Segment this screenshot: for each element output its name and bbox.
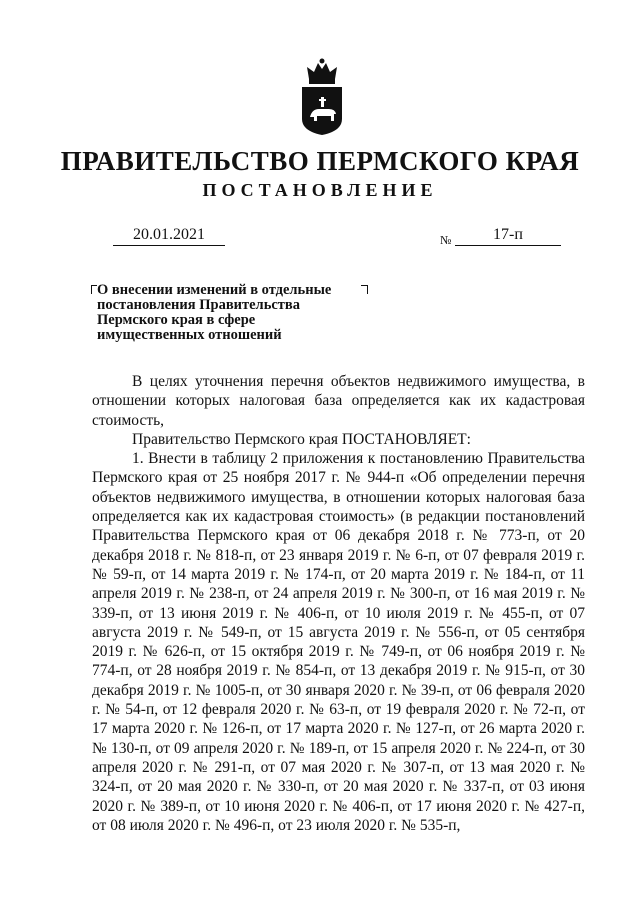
body-paragraph: Правительство Пермского края ПОСТАНОВЛЯЕТ: [132,430,471,448]
subject-bracket-right [361,285,368,294]
document-number: 17-п [455,226,561,246]
subject-line: имущественных отношений [97,327,282,343]
document-date: 20.01.2021 [113,226,225,246]
document-subject [97,283,357,343]
organization-title: ПРАВИТЕЛЬСТВО ПЕРМСКОГО КРАЯ [60,146,580,176]
subject-line: Пермского края в сфере [97,312,256,328]
body-paragraph: 1. Внести в таблицу 2 приложения к постановлению Правительства Пермского края от 25 ноября 2017 г. № 944-п «Об определении перечня объектов недвижимого имущества, в отношении которых налоговая база определяется как их кадастровая стоимость» (в редакции постановлений Правительства Пермского края от 06 декабря 2018 г. № 773-п, от 20 декабря 2018 г. № 818-п, от 23 января 2019 г. № 6-п, от 07 февраля 2019 г. № 59-п, от 14 марта 2019 г. № 174-п, от 20 марта 2019 г. № 184-п, от 11 апреля 2019 г. № 238-п, от 24 апреля 2019 г. № 300-п, от 16 мая 2019 г. № 339-п, от 13 июня 2019 г. № 406-п, от 10 июля 2019 г. № 455-п, от 07 августа 2019 г. № 549-п, от 15 августа 2019 г. № 556-п, от 05 сентября 2019 г. № 626-п, от 15 октября 2019 г. № 749-п, от 06 ноября 2019 г. № 774-п, от 28 ноября 2019 г. № 854-п, от 13 декабря 2019 г. № 915-п, от 30 декабря 2019 г. № 1005-п, от 30 января 2020 г. № 39-п, от 06 февраля 2020 г. № 54-п, от 12 февраля 2020 г. № 63-п, от 19 февраля 2020 г. № 72-п, от 17 марта 2020 г. № 126-п, от 17 марта 2020 г. № 127-п, от 26 марта 2020 г. № 130-п, от 09 апреля 2020 г. № 189-п, от 15 апреля 2020 г. № 224-п, от 30 апреля 2020 г. № 291-п, от 07 мая 2020 г. № 307-п, от 13 мая 2020 г. № 324-п, от 20 мая 2020 г. № 330-п, от 20 мая 2020 г. № 337-п, от 03 июня 2020 г. № 389-п, от 10 июня 2020 г. № 406-п, от 17 июня 2020 г. № 427-п, от 08 июля 2020 г. № 496-п, от 23 июля 2020 г. № 535-п, [92,450,585,834]
document-body [92,372,585,835]
document-type: ПОСТАНОВЛЕНИЕ [202,180,438,200]
number-sign: № [440,233,452,247]
subject-line: О внесении изменений в отдельные [97,282,332,298]
body-paragraph: В целях уточнения перечня объектов недвижимого имущества, в отношении которых налоговая база определяется как их кадастровая стоимость, [92,373,585,429]
coat-of-arms-icon [297,57,347,137]
subject-line: постановления Правительства [97,297,300,313]
